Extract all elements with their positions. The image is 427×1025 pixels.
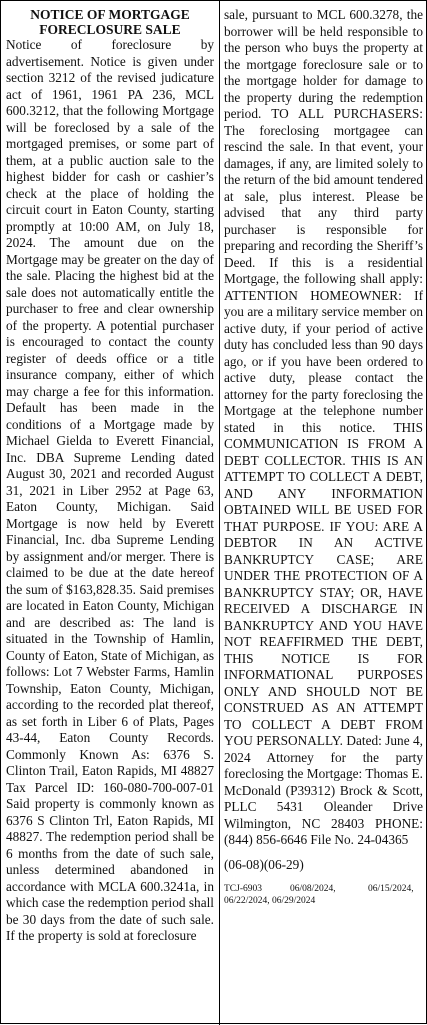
notice-title xyxy=(6,7,214,37)
publication-date-1: 06/08/2024, xyxy=(290,884,336,894)
notice-title-line2: FORECLOSURE SALE xyxy=(39,22,181,37)
notice-body-left: Notice of foreclosure by advertisement. Notice is given under section 3212 of the revised judicature act of 1961, 1961 PA 236, MCL 600.3212, that the following Mortgage will be foreclosed by a sale of the mortgaged premises, or some part of them, at a public auction sale to the highest bidder for cash or cashier’s check at the place of holding the circuit court in Eaton County, starting promptly at 10:00 AM, on July 18, 2024. The amount due on the Mortgage may be greater on the day of the sale. Placing the highest bid at the sale does not automatically entitle the purchaser to free and clear ownership of the property. A potential purchaser is encouraged to contact the county register of deeds office or a title insurance company, either of which may charge a fee for this information. Default has been made in the conditions of a Mortgage made by Michael Gielda to Everett Financial, Inc. DBA Supreme Lending dated August 30, 2021 and recorded August 31, 2021 in Liber 2952 at Page 63, Eaton County, Michigan. Said Mortgage is now held by Everett Financial, Inc. dba Supreme Lending by assignment and/or merger. There is claimed to be due at the date hereof the sum of $163,828.35. Said premises are located in Eaton County, Michigan and are described as: The land is situated in the Township of Hamlin, County of Eaton, State of Michigan, as follows: Lot 7 Webster Farms, Hamlin Township, Eaton County, Michigan, according to the recorded plat thereof, as set forth in Liber 6 of Plats, Pages 43-44, Eaton County Records. Commonly Known As: 6376 S. Clinton Trail, Eaton Rapids, MI 48827 Tax Parcel ID: 160-080-700-007-01 Said property is commonly known as 6376 S Clinton Trl, Eaton Rapids, MI 48827. The redemption period shall be 6 months from the date of such sale, unless determined abandoned in accordance with MCLA 600.3241a, in which case the redemption period shall be 30 days from the date of such sale. If the property is sold at foreclosure xyxy=(6,37,214,943)
notice-title-line1: NOTICE OF MORTGAGE xyxy=(30,7,190,22)
right-column xyxy=(224,7,423,907)
issue-dates: (06-08)(06-29) xyxy=(224,856,304,872)
column-divider xyxy=(219,1,220,1025)
notice-body-right: sale, pursuant to MCL 600.3278, the borrower will be held responsible to the person who buys the property at the mortgage foreclosure sale or to the mortgage holder for damage to the property during the redemption period. TO ALL PURCHASERS: The foreclosing mortgagee can rescind the sale. In that event, your damages, if any, are limited solely to the return of the bid amount tendered at sale, plus interest. Please be advised that any third party purchaser is responsible for preparing and recording the Sheriff’s Deed. If this is a residential Mortgage, the following shall apply: ATTENTION HOMEOWNER: If you are a military service member on active duty, if your period of active duty has concluded less than 90 days ago, or if you have been ordered to active duty, please contact the attorney for the party foreclosing the Mortgage at the telephone number stated in this notice. THIS COMMUNICATION IS FROM A DEBT COLLECTOR. THIS IS AN ATTEMPT TO COLLECT A DEBT, AND ANY INFORMATION OBTAINED WILL BE USED FOR THAT PURPOSE. IF YOU: ARE A DEBTOR IN AN ACTIVE BANKRUPTCY CASE; ARE UNDER THE PROTECTION OF A BANKRUPTCY STAY; OR, HAVE RECEIVED A DISCHARGE IN BANKRUPTCY AND YOU HAVE NOT REAFFIRMED THE DEBT, THIS NOTICE IS FOR INFORMATIONAL PURPOSES ONLY AND SHOULD NOT BE CONSTRUED AS AN ATTEMPT TO COLLECT A DEBT FROM YOU PERSONALLY. Dated: June 4, 2024 Attorney for the party foreclosing the Mortgage: Thomas E. McDonald (P39312) Brock & Scott, PLLC 5431 Oleander Drive Wilmington, NC 28403 PHONE: (844) 856-6646 File No. 24-04365 xyxy=(224,7,423,847)
publication-dates-line2: 06/22/2024, 06/29/2024 xyxy=(224,896,316,906)
left-column xyxy=(6,7,214,945)
publication-date-2: 06/15/2024, xyxy=(368,884,414,894)
publication-footer xyxy=(224,883,423,907)
reference-number: TCJ-6903 xyxy=(224,884,262,894)
